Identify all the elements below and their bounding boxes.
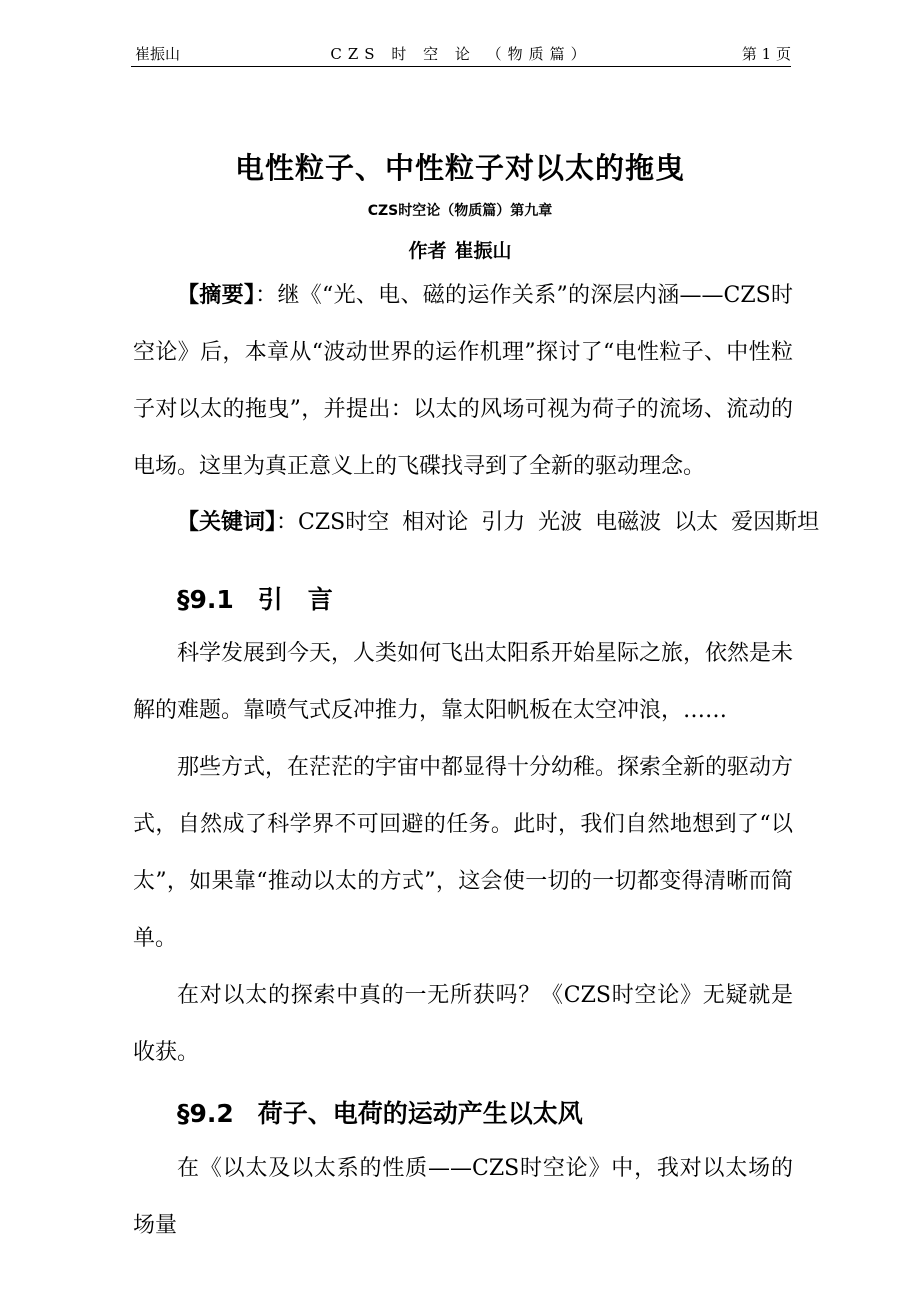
section-heading-9-2 (177, 1094, 583, 1130)
section-9-2-paragraph-1: 在《以太及以太系的性质——CZS时空论》中，我对以太场的场量 (133, 1156, 793, 1238)
section-number: §9.2 (177, 1099, 234, 1128)
header-page-number: 第 1 页 (741, 45, 791, 63)
abstract-text: ：继《“光、电、磁的运作关系”的深层内涵——CZS时空论》后，本章从“波动世界的运作机理”探讨了“电性粒子、中性粒子对以太的拖曳”，并提出：以太的风场可视为荷子的流场、流动的电场。这里为真正意义上的飞碟找寻到了全新的驱动理念。 (133, 283, 793, 479)
author-name: 崔振山 (454, 240, 512, 262)
section-number: §9.1 (177, 585, 234, 614)
section-title: 荷子、电荷的运动产生以太风 (257, 1099, 583, 1128)
keywords-line (177, 505, 819, 536)
abstract-paragraph (133, 267, 793, 495)
section-heading-9-1 (177, 580, 333, 616)
section-title: 引 言 (257, 585, 333, 614)
keywords-text: ：CZS时空 相对论 引力 光波 电磁波 以太 爱因斯坦 (276, 510, 820, 535)
header-book-title: CZS 时 空 论 （物质篇） (330, 45, 592, 63)
author-label: 作者 (408, 240, 447, 262)
article-title: 电性粒子、中性粒子对以太的拖曳 (234, 151, 685, 185)
abstract-label: 【摘要】 (177, 283, 256, 308)
page-header (131, 40, 791, 67)
article-author (0, 236, 920, 263)
keywords-label: 【关键词】 (177, 510, 277, 535)
header-author: 崔振山 (135, 45, 181, 63)
section-9-1-paragraph-3: 在对以太的探索中真的一无所获吗？《CZS时空论》无疑就是收获。 (133, 983, 793, 1065)
section-9-1-paragraph-2: 那些方式，在茫茫的宇宙中都显得十分幼稚。探索全新的驱动方式，自然成了科学界不可回避的任务。此时，我们自然地想到了“以太”，如果靠“推动以太的方式”，这会使一切的一切都变得清晰而简单。 (133, 755, 794, 951)
section-9-1-paragraph-1: 科学发展到今天，人类如何飞出太阳系开始星际之旅，依然是未解的难题。靠喷气式反冲推力，靠太阳帆板在太空冲浪，…… (133, 641, 794, 723)
article-subtitle: CZS时空论（物质篇）第九章 (367, 203, 553, 219)
